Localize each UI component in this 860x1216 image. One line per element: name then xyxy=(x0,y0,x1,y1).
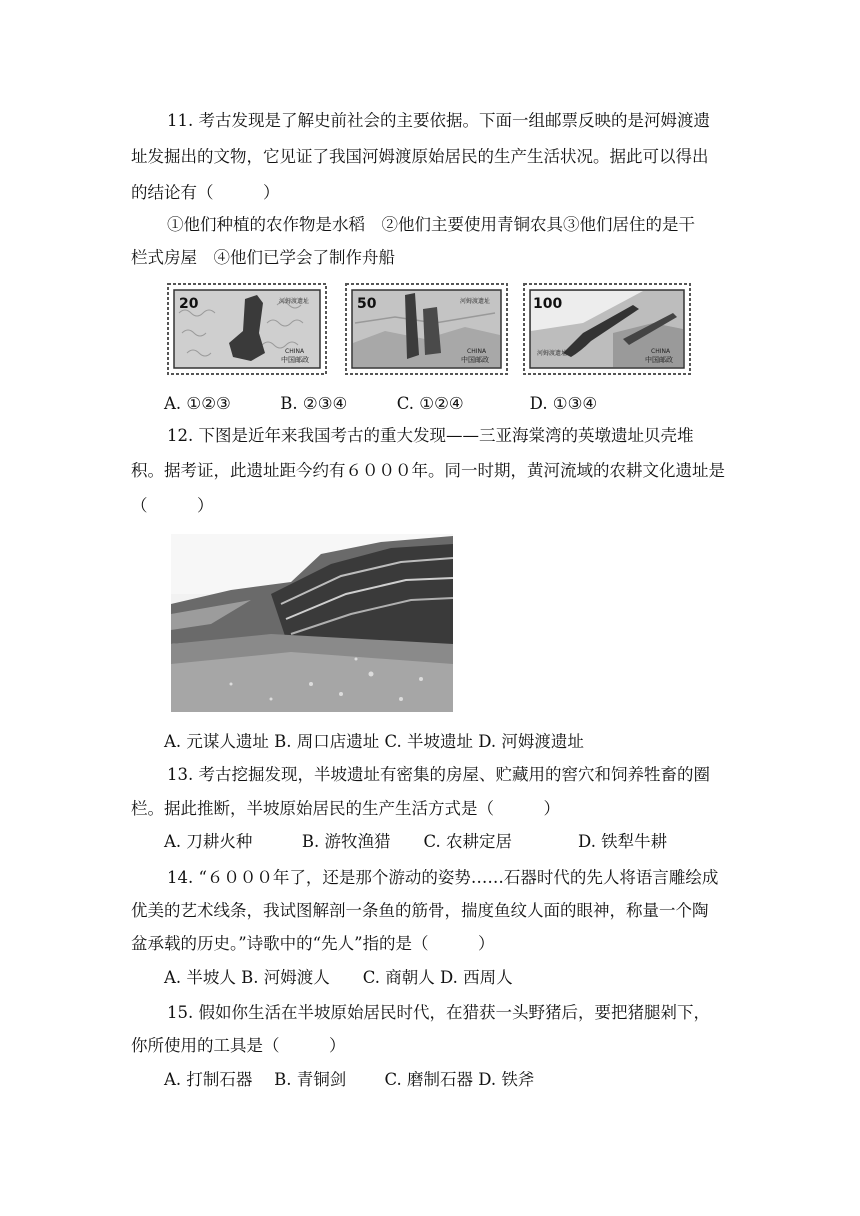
q11-line-2: 址发掘出的文物，它见证了我国河姆渡原始居民的生产生活状况。据此可以得出 xyxy=(131,147,709,166)
stamp-20-country: 中国邮政 xyxy=(281,356,309,364)
q12-line-2: 积。据考证，此遗址距今约有６０００年。同一时期，黄河流域的农耕文化遗址是 xyxy=(131,461,725,480)
q11-statement-2: 栏式房屋 ④他们已学会了制作舟船 xyxy=(131,248,395,267)
q12-line-1: 12. 下图是近年来我国考古的重大发现——三亚海棠湾的英墩遗址贝壳堆 xyxy=(167,426,694,445)
stamp-20-caption: 河姆渡遗址 xyxy=(279,298,310,305)
stamp-100-value: 100 xyxy=(533,296,563,312)
stamp-20-value: 20 xyxy=(179,296,199,312)
stamp-100-country: 中国邮政 xyxy=(645,356,673,364)
stamp-20 xyxy=(167,283,327,375)
q13-line-2: 栏。据此推断，半坡原始居民的生产生活方式是（ ） xyxy=(131,799,560,818)
q15-options: A. 打制石器 B. 青铜剑 C. 磨制石器 D. 铁斧 xyxy=(164,1070,535,1089)
q15-line-2: 你所使用的工具是（ ） xyxy=(131,1036,346,1055)
q11-line-1: 11. 考古发现是了解史前社会的主要依据。下面一组邮票反映的是河姆渡遗 xyxy=(167,111,710,130)
q12-line-3: （ ） xyxy=(131,496,214,515)
q12-options: A. 元谋人遗址 B. 周口店遗址 C. 半坡遗址 D. 河姆渡遗址 xyxy=(164,732,584,751)
q14-line-1: 14. “６０００年了，还是那个游动的姿势……石器时代的先人将语言雕绘成 xyxy=(167,868,719,887)
q11-options: A. ①②③ B. ②③④ C. ①②④ D. ①③④ xyxy=(164,394,598,413)
stamp-50 xyxy=(345,283,508,375)
shell-heap-photo xyxy=(171,534,453,712)
stamp-100-caption: 河姆渡遗址 xyxy=(537,350,568,357)
q13-line-1: 13. 考古挖掘发现，半坡遗址有密集的房屋、贮藏用的窖穴和饲养牲畜的圈 xyxy=(167,765,710,784)
stamp-100-latin: CHINA xyxy=(651,348,671,355)
q14-line-3: 盆承载的历史。”诗歌中的“先人”指的是（ ） xyxy=(131,934,495,953)
stamp-50-latin: CHINA xyxy=(467,348,487,355)
q14-options: A. 半坡人 B. 河姆渡人 C. 商朝人 D. 西周人 xyxy=(164,968,513,987)
stamp-50-caption: 河姆渡遗址 xyxy=(460,298,491,305)
q15-line-1: 15. 假如你生活在半坡原始居民时代，在猎获一头野猪后，要把猪腿剁下， xyxy=(167,1003,710,1022)
q13-options: A. 刀耕火种 B. 游牧渔猎 C. 农耕定居 D. 铁犁牛耕 xyxy=(164,832,668,851)
stamp-set xyxy=(167,283,691,375)
q11-line-3: 的结论有（ ） xyxy=(131,183,280,202)
stamp-50-value: 50 xyxy=(357,296,377,312)
stamp-100 xyxy=(523,283,691,375)
q11-statement-1: ①他们种植的农作物是水稻 ②他们主要使用青铜农具③他们居住的是干 xyxy=(167,215,695,234)
stamp-20-latin: CHINA xyxy=(285,348,305,355)
q14-line-2: 优美的艺术线条，我试图解剖一条鱼的筋骨，揣度鱼纹人面的眼神，称量一个陶 xyxy=(131,901,709,920)
stamp-50-country: 中国邮政 xyxy=(461,356,489,364)
